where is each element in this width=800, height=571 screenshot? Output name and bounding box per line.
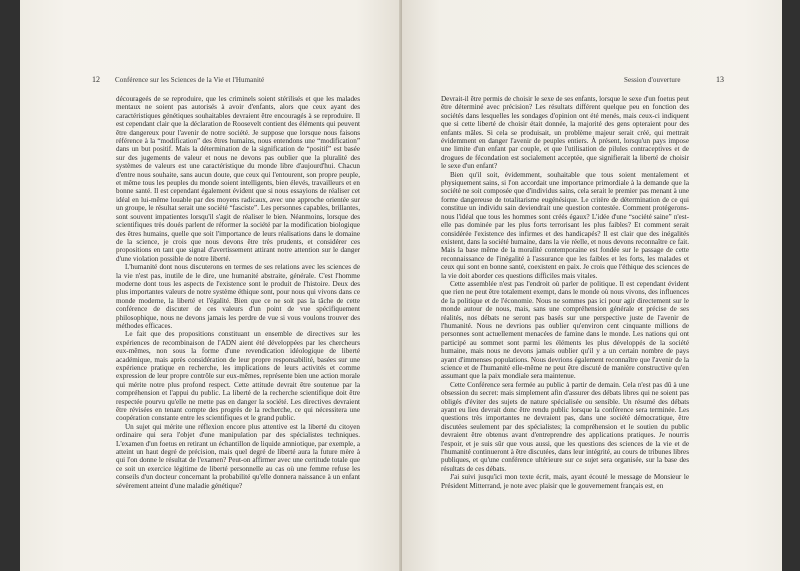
paragraph: Cette Conférence sera fermée au public à partir de demain. Cela n'est pas dû à une obsession du secret: mais simplement afin d'assurer des débats libres qui ne soient pas obligés d'éviter des sujets de nature spécialisée ou sensible. Un résumé des débats ayant eu lieu devrait donc être rendu public lorsque la conférence sera terminée. Les questions très importantes ne devraient pas, dans une société démocratique, être discutées seulement par des spécialistes; la compréhension et le soutien du public devraient être obtenus avant d'entreprendre des applications pratiques. Je nourris l'espoir, et je suis sûr que vous aussi, que les questions des sciences de la vie et de l'humanité continueront à être discutées, dans leur intégrité, au cours de tribunes libres publiques, et qu'une conférence ultérieure sur ce sujet sera organisée, sur la base des résultats de ces débats. <box>441 380 689 473</box>
paragraph: décourageés de se reproduire, que les criminels soient stérilisés et que les malades mentaux ne soient pas autorisés à avoir d'enfants, alors que ceux ayant des caractéristiques génétiques souhaitables devraient être encouragés à se reproduire. Il est cependant clair que la déclaration de Roosevelt contient des éléments qui peuvent être dangereux pour l'avenir de notre société. Je suppose que lorsque nous faisons référence à la “modification” des êtres humains, nous entendons une “modification” dans un but positif. Mais la détermination de la signification de “positif” est basée sur des jugements de valeur et nous ne devons pas oublier que la pluralité des systèmes de valeurs est une caractéristique du monde libre d'aujourd'hui. Chacun d'entre nous souhaite, sans aucun doute, que ceux qui l'entourent, son propre peuple, et même tous les peuples du monde soient intelligents, bien élevés, travailleurs et en bonne santé. Il est cependant également évident que si nous essayions de réaliser cet idéal en lui-même louable par des moyens radicaux, avec une approche orientée sur un groupe, le résultat serait une société “fasciste”. Les personnes capables, brillantes, sont souvent impatientes lorsqu'il s'agit de réaliser le bien. Néanmoins, lorsque des scientifiques très doués parlent de réformer la société par la modification biologique des êtres humains, quelle que soit l'importance de leurs réalisations dans le domaine de la science, je crois que nous devons être très prudents, et considérer ces propositions en tant que signal d'avertissement attirant notre attention sur le danger d'une violation possible de notre liberté. <box>116 95 360 263</box>
running-head: Session d'ouverture <box>624 76 681 84</box>
paragraph: J'ai suivi jusqu'ici mon texte écrit, mais, ayant écouté le message de Monsieur le Président Mitterrand, je note avec plaisir que le gouvernement français est, en <box>441 473 689 490</box>
left-page <box>20 0 402 571</box>
running-head: Conférence sur les Sciences de la Vie et l'Humanité <box>115 76 265 84</box>
paragraph: L'humanité dont nous discuterons en termes de ses relations avec les sciences de la vie n'est pas, inutile de le dire, une humanité abstraite, générale. C'est l'homme moderne dont tous les aspects de l'existence sont le produit de l'histoire. Deux des plus importantes valeurs de notre système éthique sont, pour nous qui vivons dans ce monde moderne, la liberté et l'égalité. Bien que ce ne soit pas la tâche de cette conférence de discuter de ces valeurs d'un point de vue spécifiquement philosophique, nous ne devons jamais les perdre de vue si vous voulons trouver des méthodes efficaces. <box>116 263 360 330</box>
body-text <box>116 95 360 490</box>
page-number: 13 <box>716 75 724 84</box>
page-number: 12 <box>92 75 100 84</box>
paragraph: Cette assemblée n'est pas l'endroit où parler de politique. Il est cependant évident que rien ne peut être totalement exempt, dans le monde où nous vivons, des influences de la politique et de l'économie. Nous ne sommes pas ici pour agir directement sur le monde autour de nous, mais, sans une compréhension générale et précise de ses réalités, nos débats ne seront pas basés sur une perspective juste de l'avenir de l'humanité. Nous ne devrions pas oublier qu'environ cent cinquante millions de personnes sont actuellement menacées de famine dans le monde. Les nations qui ont participé au sommet sont parmi les éléments les plus développés de la société humaine, mais nous ne devons jamais oublier qu'il y a un certain nombre de pays ayant d'immenses populations. Nous devrions également reconnaître que l'avenir de la science et de l'humanité elle-même ne peut être discuté de manière constructive qu'en assumant que la paix mondiale sera maintenue. <box>441 279 689 381</box>
paragraph: Le fait que des propositions constituant un ensemble de directives sur les expériences de recombinaison de l'ADN aient été développées par les chercheurs eux-mêmes, non sous la forme d'une revendication idéologique de liberté académique, mais après considération de leur propre responsabilité, basées sur une expérience pratique en recherche, les implications de leurs activités et comme expression de leur propre contrôle sur eux-mêmes, représente bien une action morale qui mérite notre plus profond respect. Cette attitude devrait être soutenue par la compréhension et l'appui du public. La liberté de la recherche scientifique doit être respectée pourvu qu'elle ne mette pas en danger la société. Les directives devraient être révisées en tenant compte des progrès de la recherche, ce qui nécessitera une coopération constante entre les scientifiques et le grand public. <box>116 330 360 423</box>
paragraph: Bien qu'il soit, évidemment, souhaitable que tous soient mentalement et physiquement sains, si l'on accordait une importance primordiale à la demande que la société ne soit composée que d'individus sains, cela serait le premier pas menant à une forme dangereuse de totalitarisme eugénésique. Le critère de détermination de ce qui constitue un individu sain deviendrait une question contestée. Comment protégerons-nous l'idéal que tous les hommes sont créés égaux? L'idée d'une “société saine” n'est-elle pas dominée par les plus forts terrorisant les plus faibles? Et comment serait considérée l'existence des infirmes et des handicapés? Il est clair que des inégalités existent, dans la société humaine, dans la vie réelle, et nous devons reconnaître ce fait. Mais la base même de la moralité contemporaine est fondée sur le passage de cette reconnaissance de l'inégalité à l'assurance que les faibles et les forts, les malades et ceux qui sont en bonne santé, coexistent en paix. Je crois que l'éthique des sciences de la vie doit aborder ces questions difficiles mais vitales. <box>441 170 689 280</box>
paragraph: Un sujet qui mérite une réflexion encore plus attentive est la liberté du citoyen ordinaire qui sera l'objet d'une manipulation par des spécialistes techniques. L'examen d'un foetus en retirant un échantillon de liquide amniotique, par exemple, a atteint un haut degré de précision, mais quel degré de liberté aura la future mère à qui l'on donne le résultat de l'examen? Peut-on affirmer avec une certitude totale que ce soit un exercice légitime de liberté personnelle au cas où une femme refuse les conseils d'un docteur concernant la probabilité qu'elle donnera naissance à un enfant sévèrement atteint d'une maladie génétique? <box>116 422 360 490</box>
paragraph: Devrait-il être permis de choisir le sexe de ses enfants, lorsque le sexe d'un foetus peut être déterminé avec précision? Les résultats différent quelque peu en fonction des sociétés dans lesquelles les sondages d'opinion ont été menés, mais ceux-ci indiquent que si cette liberté de choisir était donnée, la majorité des gens opteraient pour des enfants mâles. Si cela se produisait, un problème majeur serait créé, qui mettrait évidemment en danger l'avenir de peuples entiers. À présent, lorsqu'un pays impose une limite d'un enfant par couple, et que l'utilisation de pilules contraceptives et de drogues de fécondation est socialement acceptée, que signifierait la liberté de choisir le sexe d'un enfant? <box>441 95 689 171</box>
right-page <box>402 0 782 571</box>
body-text <box>441 95 689 490</box>
